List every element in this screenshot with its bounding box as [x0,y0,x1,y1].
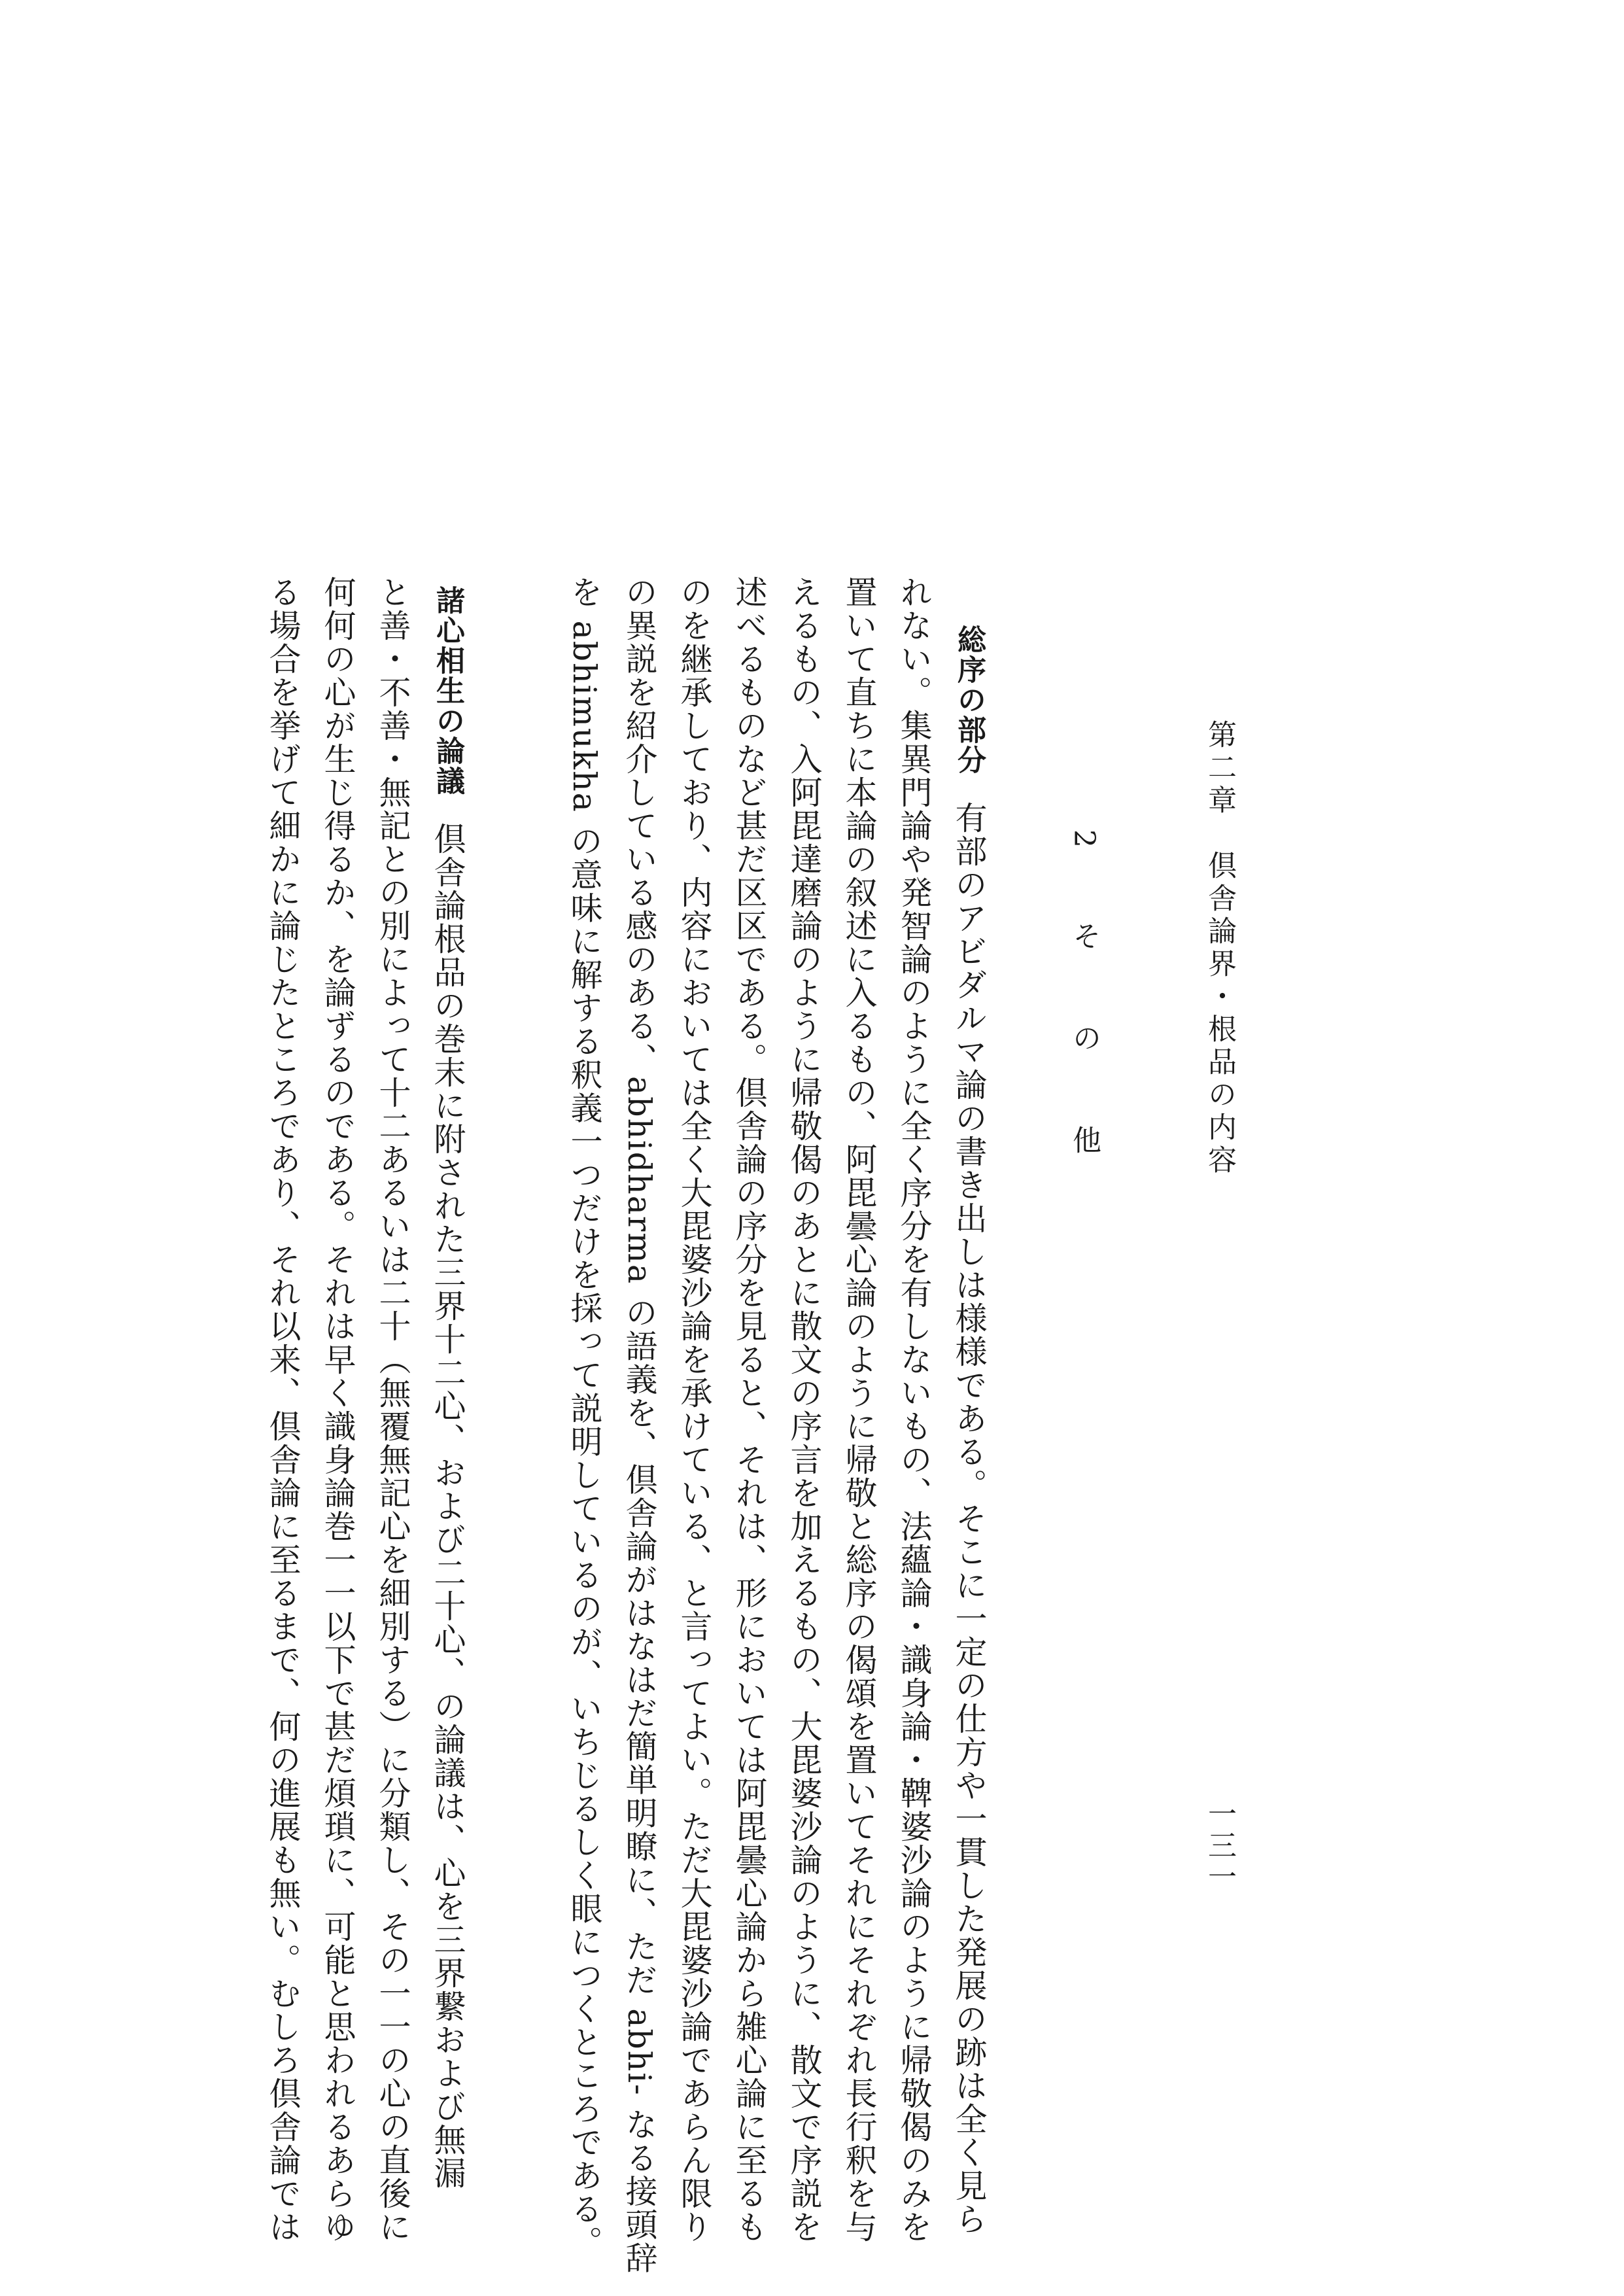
paragraph1-line-6: のを継承しており、内容においては全く大毘婆沙論を承けている、と言ってよい。ただ大毘婆沙論であらん限り [676,576,713,2244]
paragraph1-line-7: の異説を紹介している感のある、abhidharma の語義を、倶舎論がはなはだ簡単明瞭に、ただ abhi- なる接頭辞 [621,576,658,2275]
section-heading: 2 そ の 他 [1067,829,1101,1176]
paragraph1-line-8: を abhimukha の意味に解する釈義一つだけを採って説明しているのが、いちじるしく眼につくところである。 [566,576,603,2259]
paragraph1-line-1 [950,625,988,2236]
paragraph1-line-4: えるもの、入阿毘達磨論のように帰敬偈のあとに散文の序言を加えるもの、大毘婆沙論のように、散文で序説を [786,576,823,2244]
paragraph2-line-4: る場合を挙げて細かに論じたところであり、それ以来、倶舎論に至るまで、何の進展も無い。むしろ倶舎論では [264,576,302,2244]
page-number: 一三一 [1203,1799,1236,1893]
paragraph1-line-1-text: 有部のアビダルマ論の書き出しは様様である。そこに一定の仕方や一貫した発展の跡は全く見ら [950,801,988,2236]
paragraph2-heading: 諸心相生の論議 [431,585,464,796]
paragraph2-line-3: 何何の心が生じ得るか、を論ずるのである。それは早く識身論巻一一以下で甚だ煩瑣に、可能と思われるあらゆ [319,576,356,2244]
paragraph1-line-2: れない。集異門論や発智論のように全く序分を有しないもの、法蘊論・識身論・鞞婆沙論のように帰敬偈のみを [895,576,933,2244]
paragraph2-line-1 [429,585,466,2190]
paragraph1-line-3: 置いて直ちに本論の叙述に入るもの、阿毘曇心論のように帰敬と総序の偈頌を置いてそれにそれぞれ長行釈を与 [840,576,878,2244]
paragraph2-line-1-text: 倶舎論根品の巻末に附された三界十二心、および二十心、の論議は、心を三界繋および無漏 [429,822,466,2190]
paragraph1-heading: 総序の部分 [952,625,986,775]
paragraph1-line-5: 述べるものなど甚だ区区である。倶舎論の序分を見ると、それは、形においては阿毘曇心論から雑心論に至るも [731,576,768,2244]
paragraph2-line-2: と善・不善・無記との別によって十二あるいは二十（無覆無記心を細別する）に分類し、その一一の心の直後に [374,576,411,2244]
running-head: 第二章 倶舎論界・根品の内容 [1203,720,1236,1177]
